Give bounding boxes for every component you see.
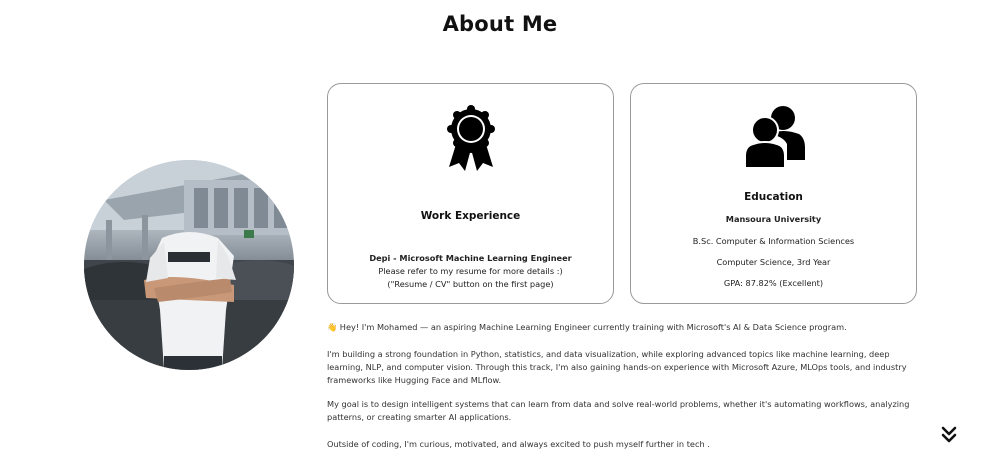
education-gpa: GPA: 87.82% (Excellent): [723, 278, 824, 288]
about-skills-paragraph: I'm building a strong foundation in Python, statistics, and data visualization, while exploring advanced topics like machine learning, deep learning, NLP, and computer vision. Through this track, I'm also gaining hands-on experience with Microsoft Azure, MLOps tools, and industry frameworks like Hugging Face and MLflow.: [327, 349, 907, 385]
work-resume-hint: ("Resume / CV" button on the first page): [387, 279, 554, 289]
work-experience-title: Work Experience: [420, 210, 521, 222]
section-title: About Me: [442, 12, 558, 36]
profile-photo: [84, 160, 294, 370]
users-icon: [631, 104, 916, 172]
scroll-down-button[interactable]: [941, 426, 957, 444]
about-goal-paragraph: My goal is to design intelligent systems that can learn from data and solve real-world problems, whether it's automating workflows, analyzing patterns, or creating smarter AI applications.: [327, 399, 910, 422]
education-title: Education: [744, 191, 803, 203]
education-card: [630, 83, 917, 304]
double-chevron-down-icon: [941, 426, 957, 444]
education-degree: B.Sc. Computer & Information Sciences: [692, 236, 855, 246]
work-resume-note: Please refer to my resume for more details :): [378, 266, 563, 276]
about-outside-paragraph: Outside of coding, I'm curious, motivated, and always excited to push myself further in tech .: [327, 439, 710, 449]
education-school: Mansoura University: [725, 214, 822, 224]
about-intro-paragraph: 👋 Hey! I'm Mohamed — an aspiring Machine Learning Engineer currently training with Microsoft's AI & Data Science program.: [327, 322, 847, 332]
award-ribbon-icon: [328, 105, 613, 171]
work-role: Depi - Microsoft Machine Learning Engineer: [369, 253, 572, 263]
education-major: Computer Science, 3rd Year: [716, 257, 831, 267]
work-experience-card: [327, 83, 614, 304]
